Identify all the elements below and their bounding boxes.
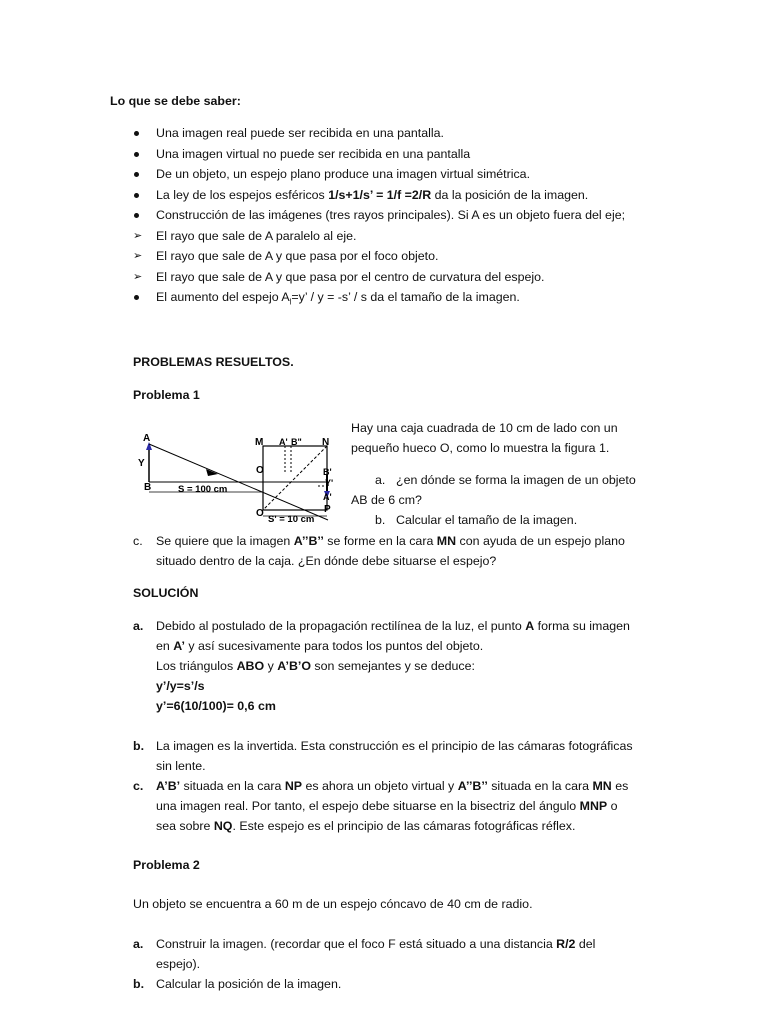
text-run: se forme en la cara <box>323 534 437 548</box>
bullet-dot-icon <box>134 295 139 300</box>
text-run: en <box>156 639 174 653</box>
label-b1: B' <box>323 467 332 477</box>
problem1-c-line1 <box>156 533 625 549</box>
label-b2: B" <box>291 437 302 447</box>
intro-list-item <box>156 228 356 244</box>
text-run: una imagen real. Por tanto, el espejo debe situarse en la bisectriz del ángulo <box>156 799 580 813</box>
text-run: El rayo que sale de A paralelo al eje. <box>156 228 357 243</box>
text-run: son semejantes y se deduce: <box>310 659 475 673</box>
problem1-a-line1: ¿en dónde se forma la imagen de un objeto <box>396 473 636 487</box>
label-n: N <box>322 437 330 448</box>
solution-a-line2 <box>156 638 483 654</box>
text-run: sea sobre <box>156 819 214 833</box>
subscript: l <box>289 297 292 307</box>
problem1-c-marker: c. <box>133 534 143 548</box>
bold-run: A <box>525 619 535 633</box>
bold-run: NQ <box>213 819 233 833</box>
intro-list-item <box>156 125 444 141</box>
bold-run: A’’B’’ <box>293 534 324 548</box>
intro-list-item <box>156 207 625 223</box>
solution-a-eq2: y’=6(10/100)= 0,6 cm <box>156 699 276 713</box>
text-run: situada en la cara <box>180 779 285 793</box>
solution-heading: SOLUCIÓN <box>133 586 199 600</box>
problem1-c-line2: situado dentro de la caja. ¿En dónde debe situarse el espejo? <box>156 554 497 568</box>
bullet-dot-icon <box>134 213 139 218</box>
text-run: Construcción de las imágenes (tres rayos principales). Si A es un objeto fuera del eje; <box>156 208 626 222</box>
text-run: Los triángulos <box>156 659 237 673</box>
solution-c-line2 <box>156 798 618 814</box>
text-run: situada en la cara <box>487 779 593 793</box>
problem2-b-text: Calcular la posición de la imagen. <box>156 977 342 991</box>
bold-run: A’’B’’ <box>457 779 488 793</box>
solution-a-eq1: y’/y=s’/s <box>156 679 205 693</box>
label-y: Y <box>138 458 145 469</box>
label-p: P <box>324 504 331 515</box>
intro-list-item <box>156 187 588 203</box>
solution-a-line1 <box>156 618 630 634</box>
text-run: El rayo que sale de A y que pasa por el centro de curvatura del espejo. <box>156 269 545 284</box>
problem1-a-marker: a. <box>375 473 386 487</box>
problem2-a-line1 <box>156 936 595 952</box>
bold-run: MNP <box>579 799 608 813</box>
bold-run: MN <box>592 779 612 793</box>
bullet-arrow-icon: ➢ <box>133 250 143 262</box>
text-run: forma su imagen <box>534 619 630 633</box>
bold-run: A’B’O <box>277 659 311 673</box>
solution-b-marker: b. <box>133 739 145 753</box>
text-run: da la posición de la imagen. <box>431 187 589 202</box>
solution-c-line1 <box>156 778 628 794</box>
solution-b-line1: La imagen es la invertida. Esta construcción es el principio de las cámaras fotográficas <box>156 739 633 753</box>
text-run: Se quiere que la imagen <box>156 534 294 548</box>
intro-list-item <box>156 269 545 285</box>
text-run: y <box>264 659 278 673</box>
problem1-intro-line2: pequeño hueco O, como lo muestra la figura 1. <box>351 441 610 455</box>
problem2-a-line2: espejo). <box>156 957 201 971</box>
problem2-b-marker: b. <box>133 977 145 991</box>
bold-run: NP <box>284 779 303 793</box>
problem2-statement: Un objeto se encuentra a 60 m de un espejo cóncavo de 40 cm de radio. <box>133 897 533 911</box>
text-run: Construir la imagen. (recordar que el foco F está situado a una distancia <box>156 937 557 951</box>
intro-list-item <box>156 289 520 310</box>
bold-run: R/2 <box>556 937 576 951</box>
label-y1: Y' <box>325 478 334 488</box>
solution-a-line3 <box>156 658 475 674</box>
text-run: El aumento del espejo A <box>156 290 290 304</box>
text-run: o <box>607 799 618 813</box>
bold-run: MN <box>436 534 457 548</box>
figure-1-diagram <box>138 430 358 530</box>
label-o-bottom: O <box>256 508 264 519</box>
problem2-title: Problema 2 <box>133 858 200 872</box>
bullet-dot-icon <box>134 172 139 177</box>
text-run: De un objeto, un espejo plano produce una imagen virtual simétrica. <box>156 167 531 181</box>
intro-list-item <box>156 146 470 162</box>
text-run: es <box>611 779 629 793</box>
solution-b-line2: sin lente. <box>156 759 206 773</box>
text-run: Una imagen real puede ser recibida en una pantalla. <box>156 126 444 140</box>
bullet-arrow-icon: ➢ <box>133 229 143 242</box>
bullet-dot-icon <box>134 152 139 157</box>
bullet-dot-icon <box>134 193 139 198</box>
label-b: B <box>144 482 152 493</box>
label-o-hole: O <box>256 465 264 476</box>
intro-heading: Lo que se debe saber: <box>110 94 241 108</box>
text-run: La ley de los espejos esféricos <box>156 187 329 202</box>
solved-heading: PROBLEMAS RESUELTOS. <box>133 355 294 369</box>
problem1-a-line2: AB de 6 cm? <box>351 493 422 507</box>
text-run: . Este espejo es el principio de las cámaras fotográficas réflex. <box>232 819 576 833</box>
text-run: del <box>575 937 596 951</box>
label-a1-top: A' <box>279 437 288 447</box>
bold-run: A’B’ <box>156 779 181 793</box>
solution-a-marker: a. <box>133 619 144 633</box>
text-run: Debido al postulado de la propagación rectilínea de la luz, el punto <box>156 619 526 633</box>
label-a1-low: A' <box>323 492 332 502</box>
problem1-b-marker: b. <box>375 513 386 527</box>
text-run: El rayo que sale de A y que pasa por el foco objeto. <box>156 249 439 263</box>
problem1-b-text: Calcular el tamaño de la imagen. <box>396 513 578 527</box>
bold-run: A’ <box>173 639 185 653</box>
text-run: y así sucesivamente para todos los puntos del objeto. <box>184 639 484 653</box>
label-s: S = 100 cm <box>178 484 228 495</box>
mirror-diagonal <box>263 446 327 510</box>
problem1-title: Problema 1 <box>133 388 200 402</box>
label-m: M <box>255 437 264 448</box>
intro-list-item <box>156 166 530 182</box>
bullet-dot-icon <box>134 131 139 136</box>
bold-run: ABO <box>236 659 265 673</box>
text-run: con ayuda de un espejo plano <box>456 534 625 548</box>
bullet-arrow-icon: ➢ <box>133 270 143 283</box>
text-run: Una imagen virtual no puede ser recibida en una pantalla <box>156 146 471 161</box>
text-run: =y’ / y = -s’ / s da el tamaño de la imagen. <box>291 290 520 304</box>
problem2-a-marker: a. <box>133 937 144 951</box>
label-s1: S' = 10 cm <box>268 514 315 525</box>
bold-run: 1/s+1/s’ = 1/f =2/R <box>328 187 432 202</box>
text-run: es ahora un objeto virtual y <box>302 779 458 793</box>
solution-c-line3 <box>156 818 575 834</box>
intro-list-item <box>156 248 438 264</box>
problem1-intro-line1: Hay una caja cuadrada de 10 cm de lado con un <box>351 421 618 435</box>
label-a: A <box>143 433 151 444</box>
solution-c-marker: c. <box>133 779 144 793</box>
